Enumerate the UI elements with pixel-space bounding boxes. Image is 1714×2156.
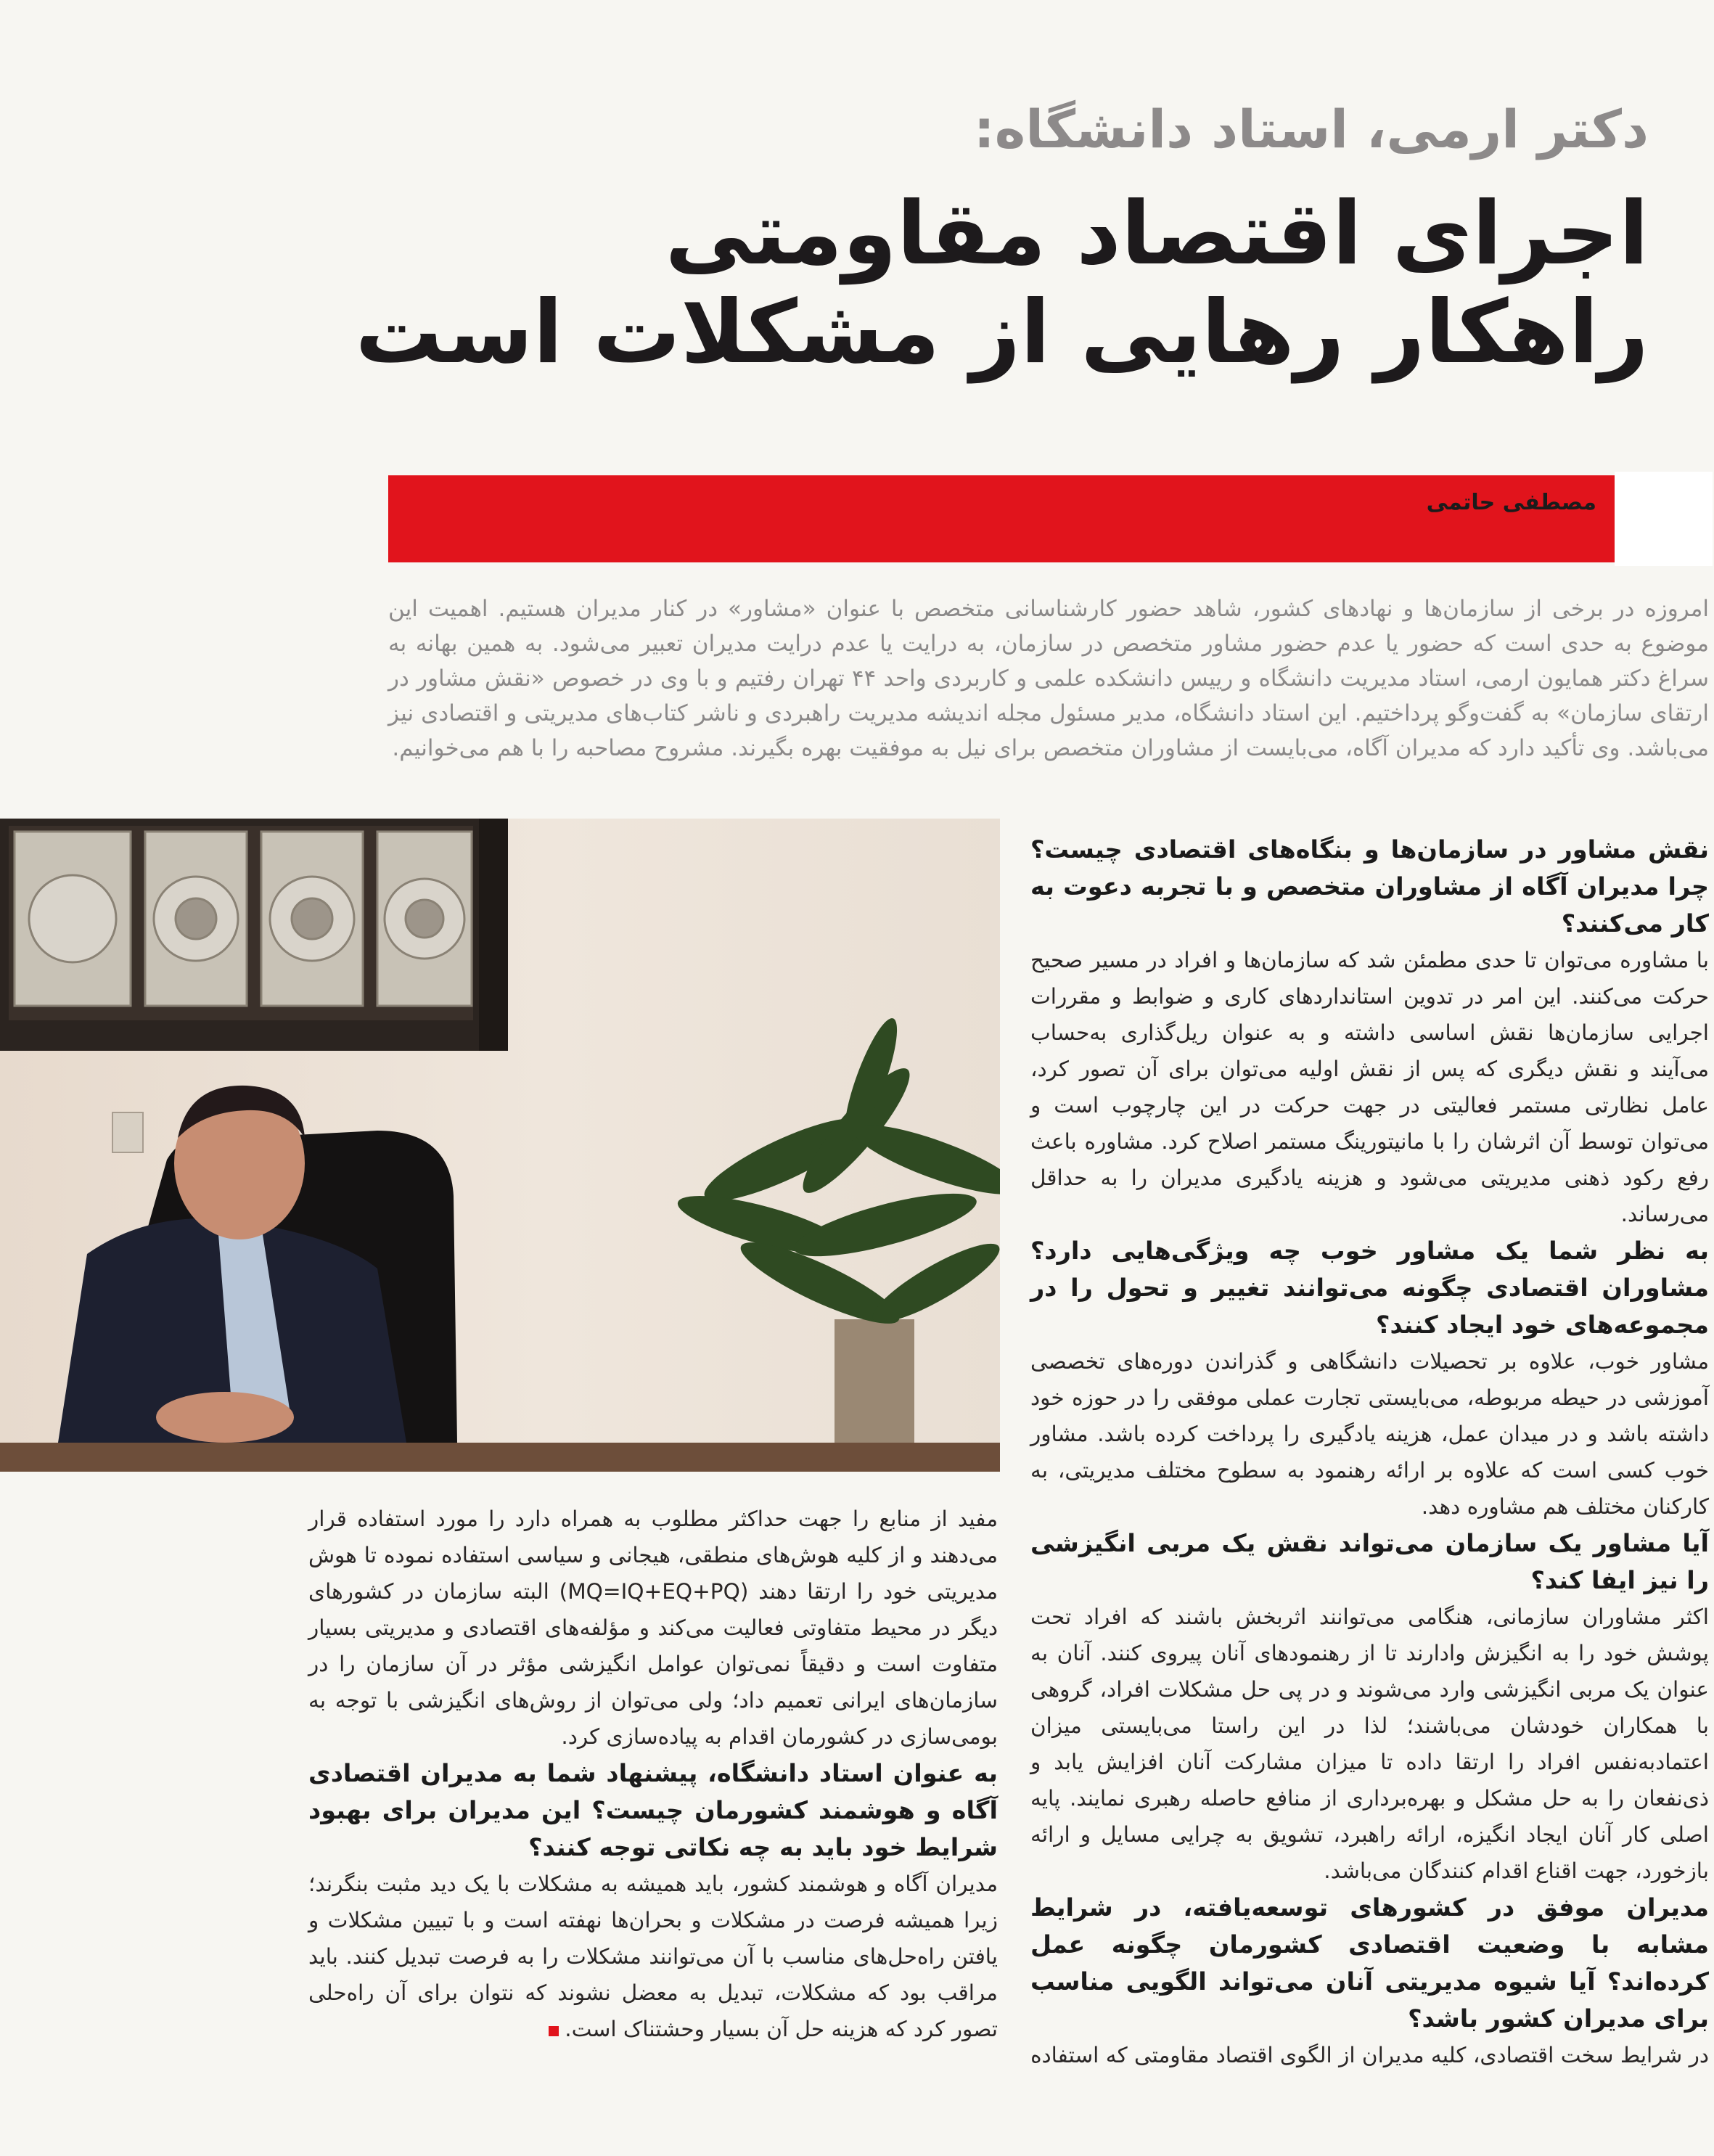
answer-1: با مشاوره می‌توان تا حدی مطمئن شد که سازمان‌ها و افراد در مسیر صحیح حرکت می‌کنند. این امر در تدوین استانداردهای کاری و ضوابط و مقررات اجرایی سازمان‌ها نقش اساسی داشته و به عنوان ریل‌گذاری به‌حساب می‌آیند و نقش دیگری که پس از نقش اولیه می‌توان برای آن تصور کرد، عامل نظارتی مستمر فعالیتی در جهت حرکت در این چارچوب است و می‌توان توسط آن اثرشان را با مانیتورینگ مستمر اصلاح کرد. مشاوره باعث رفع رکود ذهنی مدیریتی می‌شود و هزینه یادگیری مدیران را به حداقل می‌رساند. — [1030, 948, 1709, 1226]
answer-5-text: مدیران آگاه و هوشمند کشور، باید همیشه به مشکلات با یک دید مثبت بنگرند؛ زیرا همیشه فرصت در مشکلات و بحران‌ها نهفته است و با تبیین مشکلات و یافتن راه‌حل‌های مناسب با آن می‌توانند مشکلات را به فرصت تبدیل کنند. باید مراقب بود که مشکلات، تبدیل به معضل نشوند که نتوان برای آن راه‌حلی تصور کرد که هزینه حل آن بسیار وحشتناک است. — [308, 1872, 998, 2041]
author-box — [1615, 472, 1713, 566]
question-3: آیا مشاور یک سازمان می‌تواند نقش یک مربی انگیزشی را نیز ایفا کند؟ — [1030, 1529, 1709, 1594]
portrait-photo-icon — [0, 819, 1000, 1472]
end-mark — [549, 2026, 559, 2036]
answer-2: مشاور خوب، علاوه بر تحصیلات دانشگاهی و گذراندن دوره‌های تخصصی آموزشی در حیطه مربوطه، می‌بایستی تجارت عملی موفقی را در حوزه خود داشته باشد و در میدان عمل، هزینه یادگیری را پرداخت کرده باشد. مشاور خوب کسی است که علاوه بر ارائه رهنمود به سطوح مختلف مدیریتی، به کارکنان مختلف هم مشاوره دهد. — [1030, 1349, 1709, 1519]
right-column — [1030, 831, 1709, 2073]
author-name: مصطفی حاتمی — [1426, 490, 1596, 515]
answer-4-start: در شرایط سخت اقتصادی، کلیه مدیران از الگوی اقتصاد مقاومتی که استفاده — [1030, 2043, 1709, 2067]
question-2: به نظر شما یک مشاور خوب چه ویژگی‌هایی دارد؟ مشاوران اقتصادی چگونه می‌توانند تغییر و تحول را در مجموعه‌های خود ایجاد کنند؟ — [1030, 1237, 1709, 1339]
headline-line-1: اجرای اقتصاد مقاومتی — [665, 184, 1649, 284]
question-4: مدیران موفق در کشورهای توسعه‌یافته، در شرایط مشابه با وضعیت اقتصادی کشورمان چگونه عمل کرده‌اند؟ آیا شیوه مدیریتی آنان می‌تواند الگویی مناسب برای مدیران کشور باشد؟ — [1030, 1893, 1709, 2033]
headline-line-2: راهکار رهایی از مشکلات است — [355, 282, 1649, 383]
answer-3: اکثر مشاوران سازمانی، هنگامی می‌توانند اثربخش باشند که افراد تحت پوشش خود را به انگیزش وادارند تا از رهنمودهای آنان پیروی کنند. آنان به عنوان یک مربی انگیزشی وارد می‌شوند و در پی حل مشکلات افراد، گروهی با همکاران خودشان می‌باشند؛ لذا در این راستا می‌بایستی میزان اعتمادبه‌نفس افراد را ارتقا داده تا میزان مشارکت آنان افزایش یابد و ذی‌نفعان را به حل مشکل و بهره‌برداری از منافع حاصله رهبری نمایند. پایه اصلی کار آنان ایجاد انگیزه، ارائه راهبرد، تشویق به چرایی مسایل و ارائه بازخورد، جهت اقناع اقدام کنندگان می‌باشد. — [1030, 1604, 1709, 1883]
left-column — [308, 1501, 998, 2047]
question-1: نقش مشاور در سازمان‌ها و بنگاه‌های اقتصادی چیست؟ چرا مدیران آگاه از مشاوران متخصص و با تجربه دعوت به کار می‌کنند؟ — [1030, 835, 1709, 938]
question-5: به عنوان استاد دانشگاه، پیشنهاد شما به مدیران اقتصادی آگاه و هوشمند کشورمان چیست؟ این مدیران برای بهبود شرایط خود باید به چه نکاتی توجه کنند؟ — [308, 1759, 998, 1861]
kicker: دکتر ارمی، استاد دانشگاه: — [973, 99, 1649, 160]
lead-paragraph: امروزه در برخی از سازمان‌ها و نهادهای کشور، شاهد حضور کارشناسانی متخصص با عنوان «مشاور» در کنار مدیران هستیم. اهمیت این موضوع به حدی است که حضور یا عدم حضور مشاور متخصص در سازمان، به درایت یا عدم درایت مدیران تعبیر می‌شود. به همین بهانه به سراغ دکتر همایون ارمی، استاد مدیریت دانشگاه و رییس دانشکده علمی و کاربردی واحد ۴۴ تهران رفتیم و با وی در خصوص «نقش مشاور در ارتقای سازمان» به گفت‌وگو پرداختیم. این استاد دانشگاه، مدیر مسئول مجله اندیشه مدیریت راهبردی و ناشر کتاب‌های مدیریتی و اقتصادی نیز می‌باشد. وی تأکید دارد که مدیران آگاه، می‌بایست از مشاوران متخصص برای نیل به موفقیت بهره بگیرند. مشروح مصاحبه را با هم می‌خوانیم. — [388, 596, 1709, 761]
headline — [102, 185, 1649, 382]
interview-photo — [0, 819, 1000, 1472]
author-bar — [388, 475, 1615, 562]
answer-5 — [308, 1866, 998, 2047]
answer-4-continued: مفید از منابع را جهت حداکثر مطلوب به همراه دارد را مورد استفاده قرار می‌دهند و از کلیه هوش‌های منطقی، هیجانی و سیاسی استفاده نموده تا هوش مدیریتی خود را ارتقا دهند (MQ=IQ+EQ+PQ) البته سازمان در کشورهای دیگر در محیط متفاوتی فعالیت می‌کند و مؤلفه‌های اقتصادی و مدیریتی بسیار متفاوت است و دقیقاً نمی‌توان عوامل انگیزشی مؤثر در آن سازمان را در سازمان‌های ایرانی تعمیم داد؛ ولی می‌توان از روش‌های انگیزشی با توجه به بومی‌سازی در کشورمان اقدام به پیاده‌سازی کرد. — [308, 1507, 998, 1749]
